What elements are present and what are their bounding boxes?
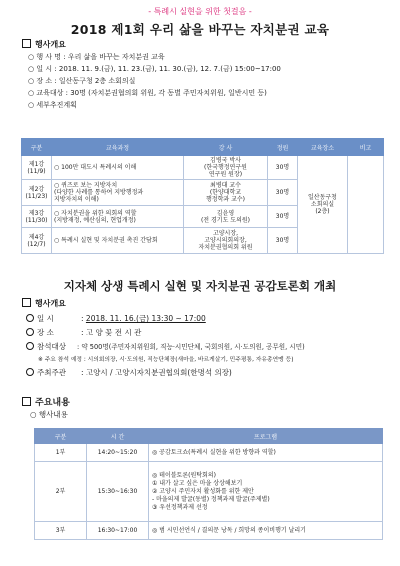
program-cell: ◎ 공감토크쇼(특례시 실현을 위한 방향과 역할) xyxy=(149,444,383,462)
capacity-cell: 30명 xyxy=(268,156,298,180)
capacity-cell: 30명 xyxy=(268,206,298,228)
overview-item: 주최주관 : 고양시 / 고양시자치분권협의회(한명석 의장) xyxy=(26,366,305,380)
item-label: 주최주관 xyxy=(37,368,66,377)
remarks-cell xyxy=(348,156,384,254)
square-bullet-icon xyxy=(22,397,31,406)
section1-title: 2018 제1회 우리 삶을 바꾸는 자치분권 교육 xyxy=(70,22,330,37)
venue-cell: 일산동구청 소회의실 (2층) xyxy=(298,156,348,254)
overview-item: ○ 장 소 : 일산동구청 2층 소회의실 xyxy=(28,77,136,85)
overview-item: ○ 행 사 명 : 우리 삶을 바꾸는 자치분권 교육 xyxy=(28,53,165,61)
section2-content-sub: ○ 행사내용 xyxy=(30,410,68,419)
overview-item: ○ 일 시 : 2018. 11. 9.(금), 11. 23.(금), 11. 30.(금), 12. 7.(금) 15:00~17:00 xyxy=(28,65,281,73)
item-label: 참석대상 xyxy=(37,342,66,351)
part-cell: 2부 xyxy=(35,462,87,522)
table-row xyxy=(35,462,383,522)
circle-bullet-icon xyxy=(26,368,34,376)
header-cell: 프로그램 xyxy=(149,429,383,444)
program-cell: ◎ 범 시민선언식 / 결의문 낭독 / 희망의 종이비행기 날리기 xyxy=(149,522,383,540)
time-cell: 16:30~17:00 xyxy=(87,522,149,540)
lecturer-cell: 김윤영 (전 경기도 도의원) xyxy=(184,206,268,228)
top-tagline: - 특례시 실현을 위한 첫걸음 - xyxy=(148,7,252,16)
time-cell: 14:20~15:20 xyxy=(87,444,149,462)
part-cell: 1부 xyxy=(35,444,87,462)
table-row xyxy=(22,156,384,180)
circle-bullet-icon xyxy=(26,328,34,336)
item-value: 약 500명(주민자치위원회, 직능·시민단체, 국회의원, 시·도의원, 공무원, 시민) xyxy=(81,343,305,351)
header-cell: 정원 xyxy=(268,139,298,156)
session-cell: 제3강 (11/30) xyxy=(22,206,52,228)
program-cell: ◎ 테이블토론(원탁회의) ① 내가 살고 싶은 마을 상상해보기 ② 고양시 주민자치 활성화를 위한 제안 - 마을의제 발굴(동별) 정책과제 발굴(주제별) ③ 우선정책과제 선정 xyxy=(149,462,383,522)
heading-label: 행사개요 xyxy=(35,299,66,308)
overview-item: 참석대상 : 약 500명(주민자치위원회, 직능·시민단체, 국회의원, 시·도의원, 공무원, 시민) xyxy=(26,340,305,354)
capacity-cell: 30명 xyxy=(268,228,298,254)
square-bullet-icon xyxy=(22,298,31,307)
lecturer-cell: 김병국 박사 (한국행정연구원 연구원 원장) xyxy=(184,156,268,180)
heading-label: 행사개요 xyxy=(35,40,66,49)
session-cell: 제1강 (11/9) xyxy=(22,156,52,180)
circle-bullet-icon xyxy=(26,314,34,322)
session-cell: 제2강 (11/23) xyxy=(22,180,52,206)
circle-bullet-icon xyxy=(26,342,34,350)
header-cell: 구분 xyxy=(22,139,52,156)
section1-overview-list xyxy=(28,51,281,111)
item-value: 2018. 11. 16.(금) 13:30 ~ 17:00 xyxy=(85,314,206,323)
section1-overview-heading xyxy=(22,39,66,50)
session-cell: 제4강 (12/7) xyxy=(22,228,52,254)
course-cell: ○ 자치분권을 위한 의회의 역할 (지방재정, 예산심의, 현업개정) xyxy=(52,206,184,228)
section2-overview-list xyxy=(26,312,305,380)
capacity-cell: 30명 xyxy=(268,180,298,206)
education-schedule-table xyxy=(21,138,384,254)
part-cell: 3부 xyxy=(35,522,87,540)
item-value: 고양시 / 고양시자치분권협의회(한명석 의장) xyxy=(85,368,232,377)
time-cell: 15:30~16:30 xyxy=(87,462,149,522)
overview-item: ○ 교육대상 : 30명 (자치분권협의회 위원, 각 동별 주민자치위원, 일반시민 등) xyxy=(28,89,267,97)
item-value: 고 양 꽃 전 시 관 xyxy=(85,328,142,337)
overview-item: 장 소 : 고 양 꽃 전 시 관 xyxy=(26,326,305,340)
header-cell: 교육과정 xyxy=(52,139,184,156)
item-label: 일 시 xyxy=(37,314,54,323)
section2-overview-heading xyxy=(22,298,66,309)
table-row xyxy=(35,444,383,462)
course-cell: ○ 특례시 실현 및 자치분권 촉진 간담회 xyxy=(52,228,184,254)
header-cell: 교육장소 xyxy=(298,139,348,156)
event-program-table xyxy=(34,428,383,540)
item-label: 장 소 xyxy=(37,328,54,337)
section2-title: 지자체 상생 특례시 실현 및 자치분권 공감토론회 개최 xyxy=(63,279,337,293)
course-cell: ○ 100만 대도시 특례시의 이해 xyxy=(52,156,184,180)
heading-label: 주요내용 xyxy=(35,398,70,408)
overview-item: 일 시 : 2018. 11. 16.(금) 13:30 ~ 17:00 xyxy=(26,312,305,326)
header-cell: 구분 xyxy=(35,429,87,444)
header-cell: 강 사 xyxy=(184,139,268,156)
header-cell: 시 간 xyxy=(87,429,149,444)
course-cell: ○ 퀴즈로 보는 지방자치 (다양한 사례를 통하여 지방행정과 지방자치의 이해) xyxy=(52,180,184,206)
section2-content-heading xyxy=(22,395,70,408)
lecturer-cell: 최병대 교수 (한양대학교 행정학과 교수) xyxy=(184,180,268,206)
overview-note: ※ 주요 참석 예정 : 시의회의장, 시·도의원, 직능단체장(새마을, 바르게살기, 민주평통, 자유총연맹 등) xyxy=(38,357,294,363)
square-bullet-icon xyxy=(22,39,31,48)
lecturer-cell: 고양시장, 고양시의회의장, 자치분권협의회 위원 xyxy=(184,228,268,254)
overview-item: ○ 세부추진계획 xyxy=(28,101,77,109)
header-cell: 비고 xyxy=(348,139,384,156)
table-row xyxy=(35,522,383,540)
